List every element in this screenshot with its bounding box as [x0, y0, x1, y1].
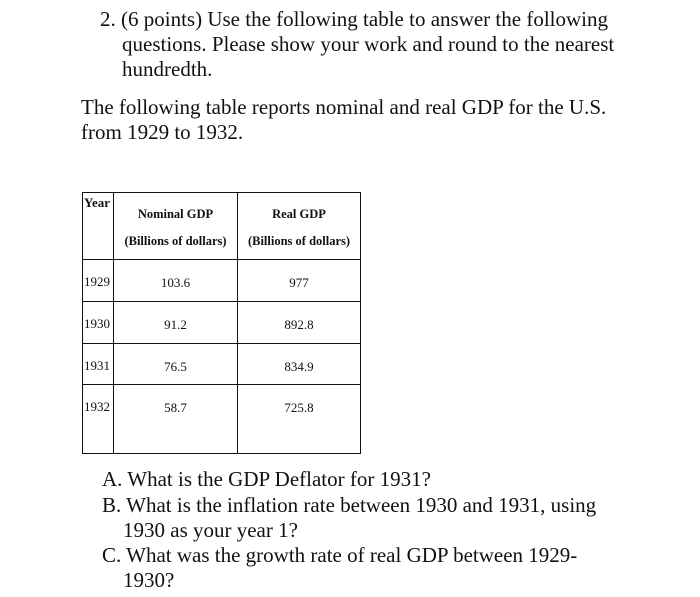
subquestion-b: B. What is the inflation rate between 1930 and 1931, using: [102, 493, 597, 517]
header-year: Year: [83, 193, 114, 260]
cell-year: 1930: [83, 302, 114, 344]
subquestion-a: A. What is the GDP Deflator for 1931?: [102, 467, 431, 491]
cell-nominal-gdp: 91.2: [114, 302, 238, 344]
gdp-table: [82, 192, 361, 454]
cell-real-gdp: 834.9: [238, 344, 361, 385]
header-real-gdp: [238, 193, 361, 260]
cell-nominal-gdp: 103.6: [114, 260, 238, 302]
cell-nominal-gdp: 58.7: [114, 385, 238, 454]
intro-line: from 1929 to 1932.: [81, 120, 244, 144]
subquestion-c-continued: 1930?: [123, 568, 175, 592]
table-header-row: [83, 193, 361, 260]
header-nominal-title: Nominal GDP: [137, 207, 214, 221]
cell-year: 1932: [83, 385, 114, 454]
cell-year: 1931: [83, 344, 114, 385]
cell-real-gdp: 892.8: [238, 302, 361, 344]
table-row: [83, 385, 361, 454]
intro-line: The following table reports nominal and real GDP for the U.S.: [81, 95, 607, 119]
table-row: [83, 260, 361, 302]
cell-real-gdp: 977: [238, 260, 361, 302]
subquestion-b-continued: 1930 as your year 1?: [123, 518, 298, 542]
question-line: 2. (6 points) Use the following table to answer the following: [100, 7, 608, 31]
table-row: [83, 302, 361, 344]
question-line: questions. Please show your work and round to the nearest: [122, 32, 615, 56]
table-row: [83, 344, 361, 385]
header-real-units: (Billions of dollars): [247, 234, 351, 248]
header-real-title: Real GDP: [272, 207, 326, 221]
question-line: hundredth.: [122, 57, 213, 81]
cell-nominal-gdp: 76.5: [114, 344, 238, 385]
header-nominal-units: (Billions of dollars): [124, 234, 227, 248]
cell-real-gdp: 725.8: [238, 385, 361, 454]
header-nominal-gdp: [114, 193, 238, 260]
subquestion-c: C. What was the growth rate of real GDP between 1929-: [102, 543, 578, 567]
cell-year: 1929: [83, 260, 114, 302]
